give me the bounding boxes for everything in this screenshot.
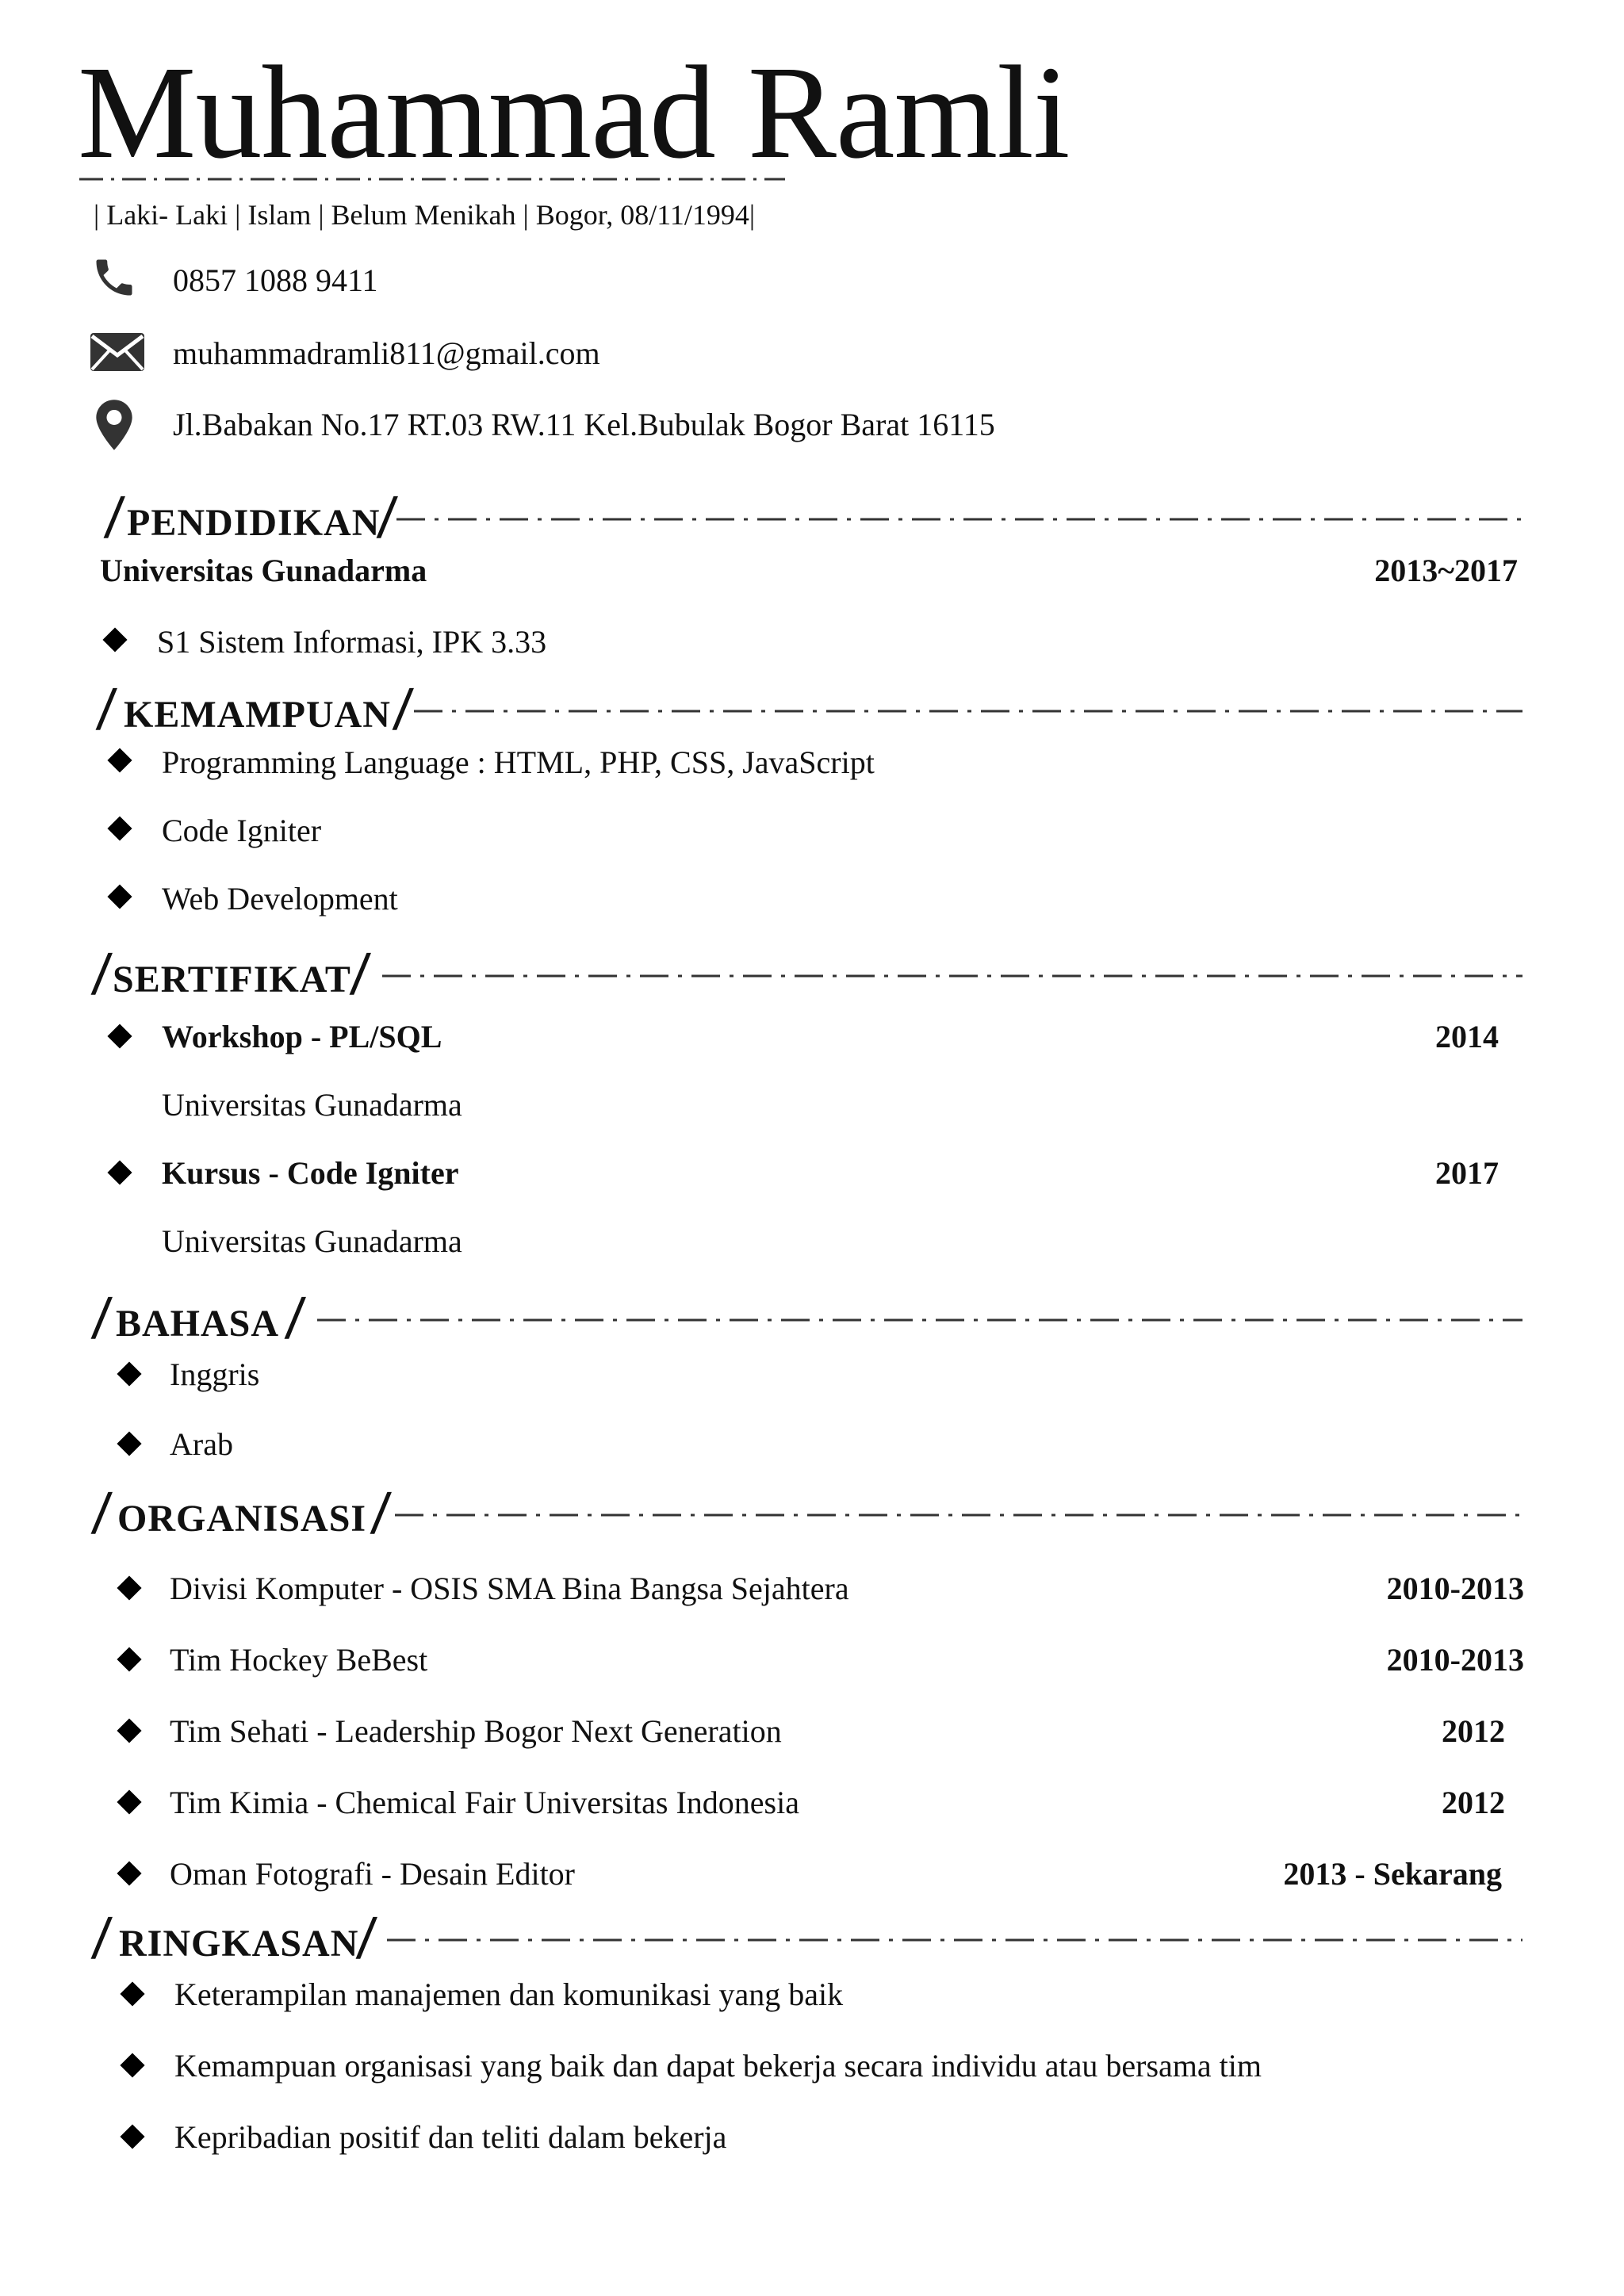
- certificate-issuer: Universitas Gunadarma: [162, 1223, 462, 1259]
- bullet-icon: [107, 816, 132, 840]
- section-heading-bahasa: [89, 1288, 1524, 1351]
- section-heading-kemampuan: [94, 679, 1524, 742]
- location-icon: [92, 398, 136, 452]
- heading-divider: [317, 1318, 1522, 1322]
- bullet-icon: [120, 2053, 144, 2077]
- heading-divider: [414, 709, 1522, 714]
- heading-label: BAHASA: [116, 1303, 280, 1345]
- heading-divider: [396, 517, 1522, 522]
- home-address: Jl.Babakan No.17 RT.03 RW.11 Kel.Bubulak Bogor Barat 16115: [173, 407, 995, 442]
- summary-item: Kemampuan organisasi yang baik dan dapat bekerja secara individu atau bersama tim: [174, 2048, 1262, 2084]
- skill-item: Code Igniter: [162, 813, 322, 848]
- organization-year: 2013 - Sekarang: [1283, 1856, 1502, 1892]
- organization-name: Divisi Komputer - OSIS SMA Bina Bangsa Sejahtera: [170, 1571, 849, 1606]
- heading-label: KEMAMPUAN: [124, 694, 391, 736]
- bullet-icon: [107, 748, 132, 772]
- heading-label: RINGKASAN: [119, 1923, 359, 1965]
- heading-slash: /: [374, 487, 400, 550]
- heading-slash: /: [94, 679, 119, 742]
- heading-divider: [382, 974, 1522, 978]
- bullet-icon: [102, 627, 127, 652]
- bullet-icon: [117, 1361, 141, 1386]
- email-address: muhammadramli811@gmail.com: [173, 335, 600, 371]
- bullet-icon: [120, 1981, 144, 2006]
- certificate-year: 2014: [1435, 1019, 1499, 1054]
- certificate-title: Workshop - PL/SQL: [162, 1019, 442, 1054]
- bullet-icon: [117, 1861, 141, 1885]
- heading-label: SERTIFIKAT: [113, 959, 351, 1001]
- heading-divider: [387, 1938, 1522, 1942]
- heading-label: PENDIDIKAN: [127, 502, 381, 544]
- bullet-icon: [117, 1575, 141, 1600]
- heading-slash: /: [368, 1483, 393, 1546]
- bullet-icon: [120, 2124, 144, 2149]
- summary-item: Kepribadian positif dan teliti dalam bekerja: [174, 2119, 727, 2155]
- heading-slash: /: [390, 679, 416, 742]
- resume-name: Muhammad Ramli: [78, 39, 1070, 186]
- heading-label: ORGANISASI: [117, 1498, 367, 1540]
- email-icon: [89, 331, 146, 373]
- heading-slash: /: [89, 1288, 114, 1351]
- organization-year: 2010-2013: [1386, 1642, 1524, 1678]
- personal-info: | Laki- Laki | Islam | Belum Menikah | Bogor, 08/11/1994|: [94, 199, 756, 231]
- bullet-icon: [117, 1431, 141, 1456]
- bullet-icon: [107, 1024, 132, 1048]
- certificate-year: 2017: [1435, 1155, 1499, 1191]
- heading-slash: /: [89, 943, 114, 1007]
- heading-slash: /: [89, 1483, 114, 1546]
- bullet-icon: [107, 1160, 132, 1184]
- bullet-icon: [117, 1789, 141, 1814]
- organization-year: 2012: [1442, 1785, 1505, 1820]
- education-degree: S1 Sistem Informasi, IPK 3.33: [157, 624, 547, 660]
- heading-slash: /: [282, 1288, 308, 1351]
- section-heading-pendidikan: [94, 487, 1524, 550]
- skill-item: Programming Language : HTML, PHP, CSS, JavaScript: [162, 744, 875, 780]
- bullet-icon: [117, 1718, 141, 1743]
- heading-divider: [395, 1513, 1522, 1517]
- organization-name: Tim Hockey BeBest: [170, 1642, 428, 1678]
- bullet-icon: [117, 1647, 141, 1671]
- certificate-title: Kursus - Code Igniter: [162, 1155, 459, 1191]
- organization-name: Tim Kimia - Chemical Fair Universitas Indonesia: [170, 1785, 799, 1820]
- heading-slash: /: [102, 487, 127, 550]
- language-item: Inggris: [170, 1357, 260, 1392]
- organization-year: 2012: [1442, 1713, 1505, 1749]
- certificate-issuer: Universitas Gunadarma: [162, 1087, 462, 1123]
- organization-year: 2010-2013: [1386, 1571, 1524, 1606]
- phone-icon: [90, 254, 138, 301]
- section-heading-sertifikat: [89, 943, 1524, 1007]
- bullet-icon: [107, 884, 132, 909]
- phone-number: 0857 1088 9411: [173, 262, 378, 298]
- organization-name: Tim Sehati - Leadership Bogor Next Generation: [170, 1713, 782, 1749]
- heading-slash: /: [89, 1908, 114, 1971]
- heading-slash: /: [354, 1908, 379, 1971]
- skill-item: Web Development: [162, 881, 398, 916]
- language-item: Arab: [170, 1426, 233, 1462]
- organization-name: Oman Fotografi - Desain Editor: [170, 1856, 575, 1892]
- summary-item: Keterampilan manajemen dan komunikasi yang baik: [174, 1976, 844, 2012]
- heading-slash: /: [347, 943, 373, 1007]
- section-heading-organisasi: [89, 1483, 1524, 1546]
- name-divider: [79, 178, 785, 181]
- education-institution: Universitas Gunadarma: [100, 553, 427, 588]
- section-heading-ringkasan: [89, 1908, 1524, 1971]
- education-years: 2013~2017: [1374, 553, 1518, 588]
